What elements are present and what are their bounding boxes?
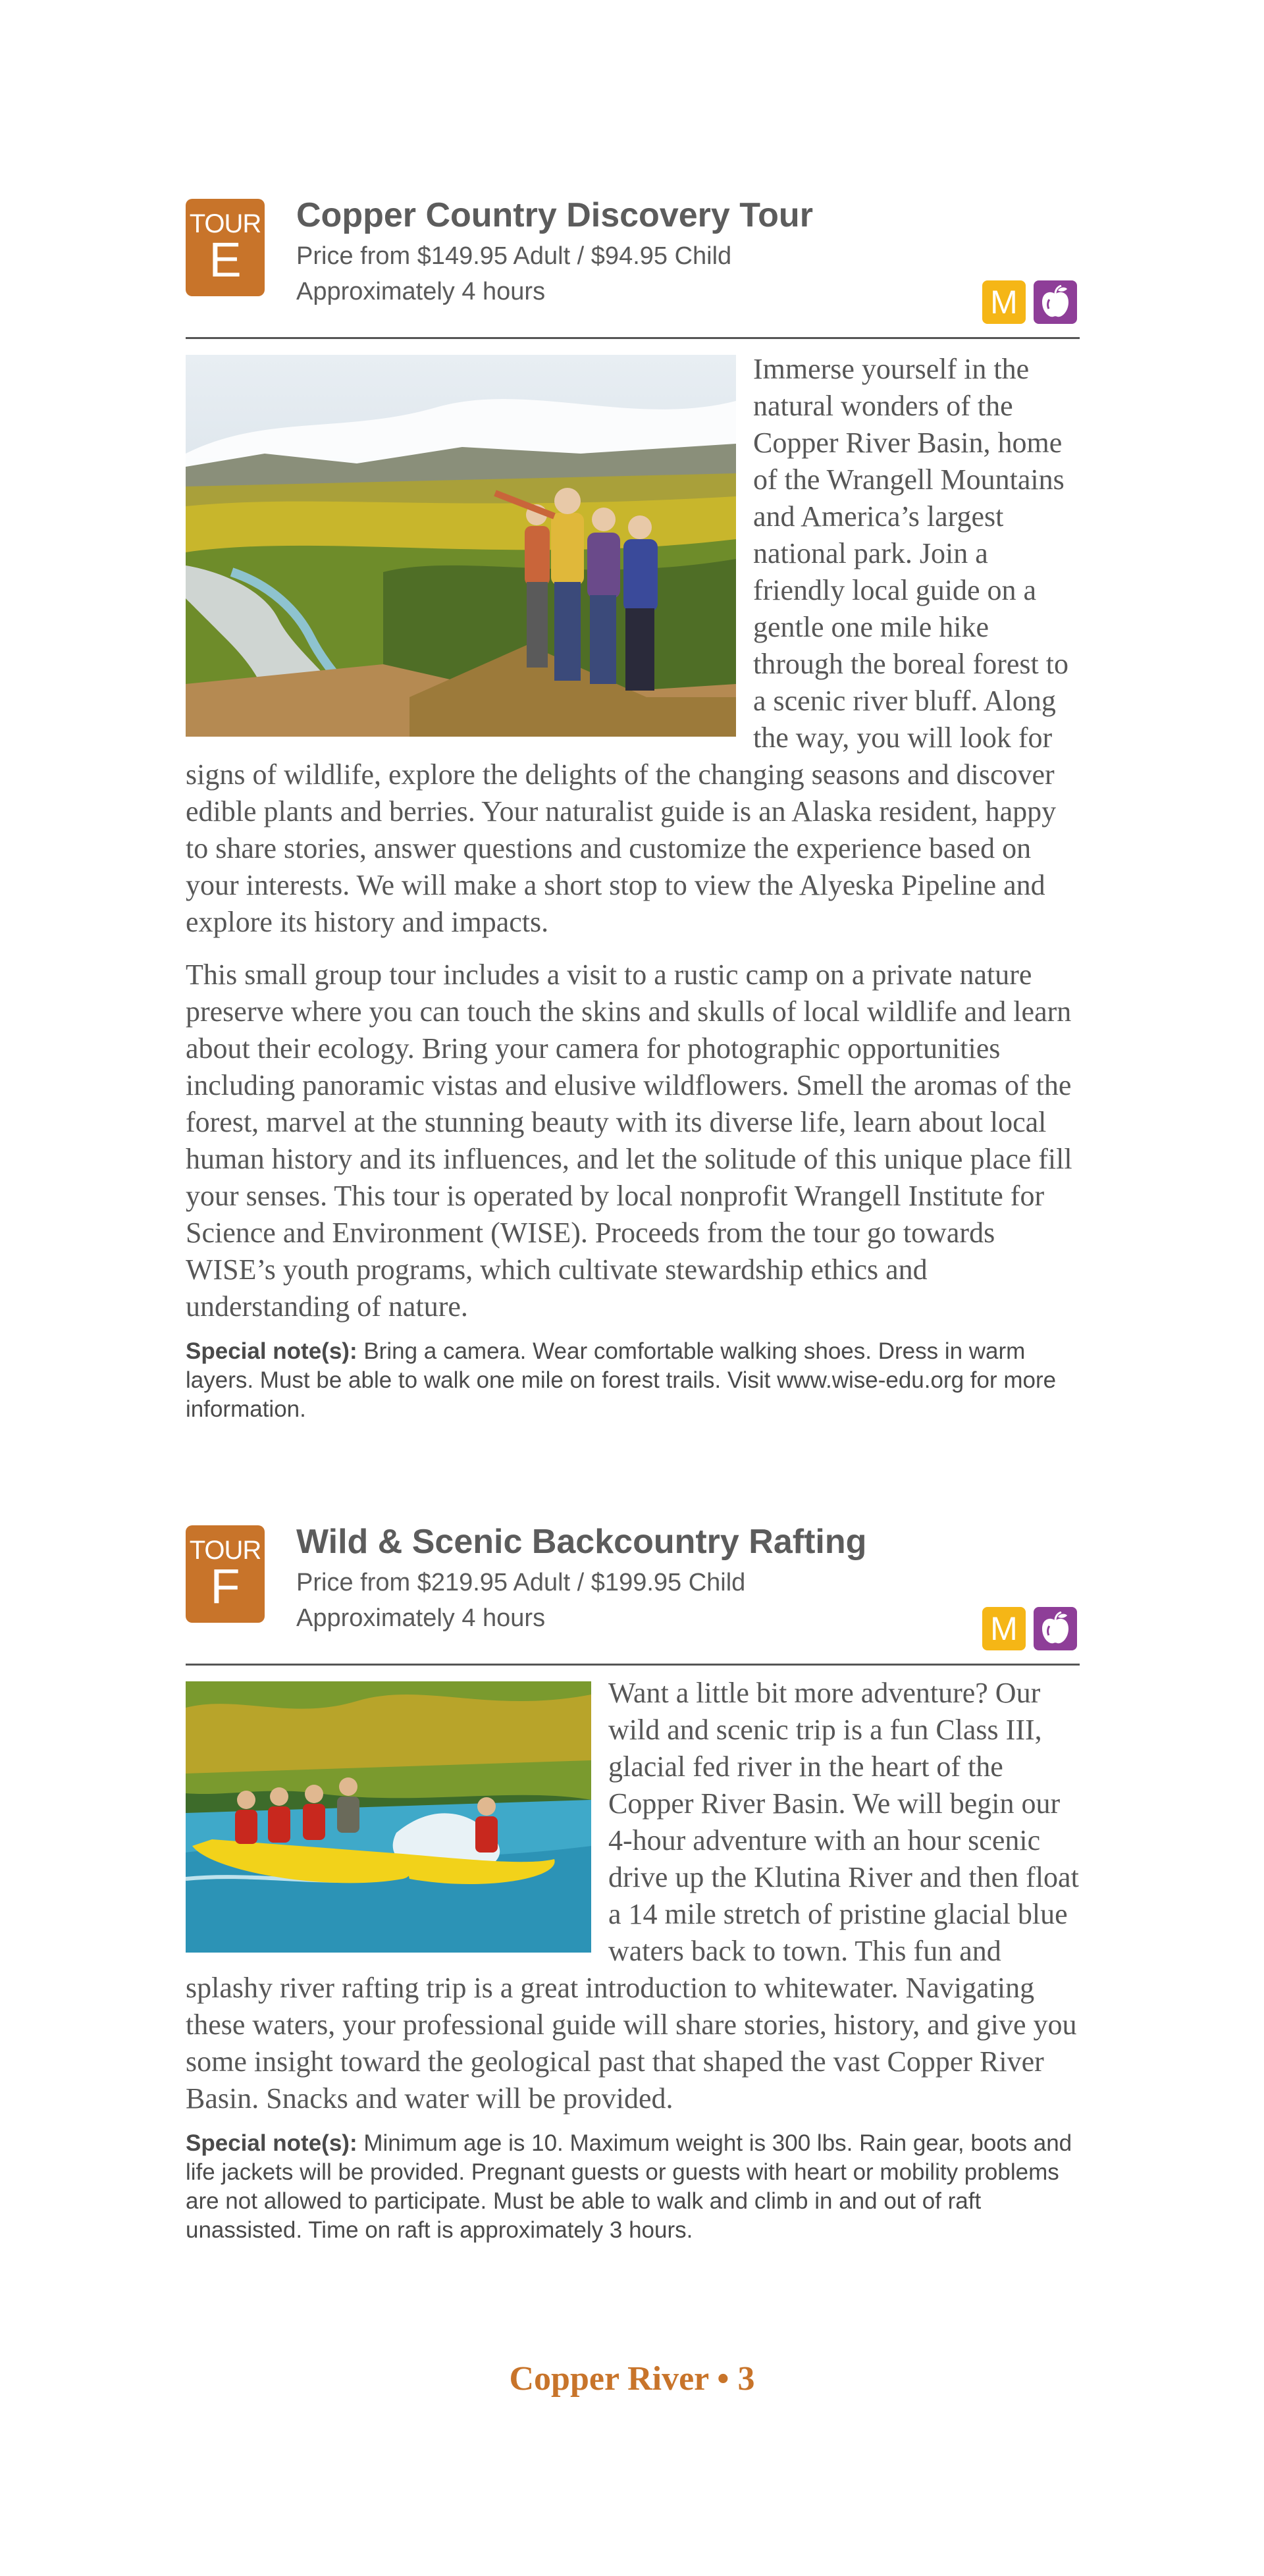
apple-icon — [1034, 280, 1077, 324]
special-note — [186, 2129, 1080, 2245]
badge-word: TOUR — [189, 209, 261, 238]
tour-section-e — [186, 196, 1080, 1424]
tour-badge — [186, 1525, 265, 1623]
tour-duration: Approximately 4 hours — [296, 278, 546, 305]
m-icon: M — [982, 280, 1026, 324]
tour-body — [186, 339, 1080, 1424]
special-note-text: Bring a camera. Wear comfortable walking shoes. Dress in warm layers. Must be able to walk one mile on forest trails. Visit www.wise-edu.org for more information. — [186, 1338, 1057, 1422]
badge-letter: F — [210, 1559, 240, 1614]
special-note-text: Minimum age is 10. Maximum weight is 300 lbs. Rain gear, boots and life jackets will be provided. Pregnant guests or guests with heart or mobility problems are not allowed to participate. Must be able to walk and climb in and out of raft unassisted. Time on raft is approximately 3 hours. — [186, 2130, 1072, 2243]
page-footer: Copper River • 3 — [509, 2360, 755, 2398]
tour-title: Copper Country Discovery Tour — [296, 196, 813, 234]
tour-badge — [186, 199, 265, 296]
badge-letter: E — [209, 232, 242, 287]
tour-description: This small group tour includes a visit to a rustic camp on a private nature preserve where you can touch the skins and skulls of local wildlife and learn about their ecology. Bring your camera for photographic opportunities including panoramic vistas and elusive wildflowers. Smell the aromas of the forest, marvel at the stunning beauty with its diverse life, learn about local human history and its influences, and let the solitude of this unique place fill your senses. This tour is operated by local nonprofit Wrangell Institute for Science and Environment (WISE). Proceeds from the tour go towards WISE’s youth programs, which cultivate stewardship ethics and understanding of nature. — [186, 959, 1072, 1323]
special-note-label: Special note(s): — [186, 2130, 357, 2156]
tour-icons — [977, 1607, 1077, 1650]
tour-description: Immerse yourself in the natural wonders of the Copper River Basin, home of the Wrangell Mountains and America’s largest national park. Join a friendly local guide on a gentle one mile hike through the boreal forest to a scenic river bluff. Along the way, you will look for signs of wildlife, explore the delights of the changing seasons and discover edible plants and berries. Your naturalist guide is an Alaska resident, happy to share stories, answer questions and customize the experience based on your interests. We will make a short stop to view the Alyeska Pipeline and explore its history and impacts. — [186, 353, 1068, 938]
tour-header — [186, 1525, 1080, 1664]
apple-icon — [1034, 1607, 1077, 1650]
badge-word: TOUR — [189, 1536, 261, 1565]
tour-section-f — [186, 1525, 1080, 2245]
rafting-photo — [186, 1681, 591, 1953]
tour-price: Price from $149.95 Adult / $94.95 Child — [296, 242, 732, 270]
tour-description: Want a little bit more adventure? Our wild and scenic trip is a fun Class III, glacial fed river in the heart of the Copper River Basin. We will begin our 4-hour adventure with an hour scenic drive up the Klutina River and then float a 14 mile stretch of pristine glacial blue waters back to town. This fun and splashy river rafting trip is a great introduction to whitewater. Navigating these waters, your professional guide will share stories, history, and give you some insight toward the geological past that shaped the vast Copper River Basin. Snacks and water will be provided. — [186, 1677, 1079, 2115]
tour-price: Price from $219.95 Adult / $199.95 Child — [296, 1569, 746, 1596]
tour-header — [186, 196, 1080, 337]
tour-body — [186, 1666, 1080, 2245]
tour-duration: Approximately 4 hours — [296, 1604, 546, 1632]
tour-icons — [977, 280, 1077, 324]
special-note — [186, 1337, 1080, 1424]
special-note-label: Special note(s): — [186, 1338, 357, 1364]
hiking-group-photo — [186, 355, 736, 737]
m-icon: M — [982, 1607, 1026, 1650]
tour-title: Wild & Scenic Backcountry Rafting — [296, 1523, 867, 1561]
